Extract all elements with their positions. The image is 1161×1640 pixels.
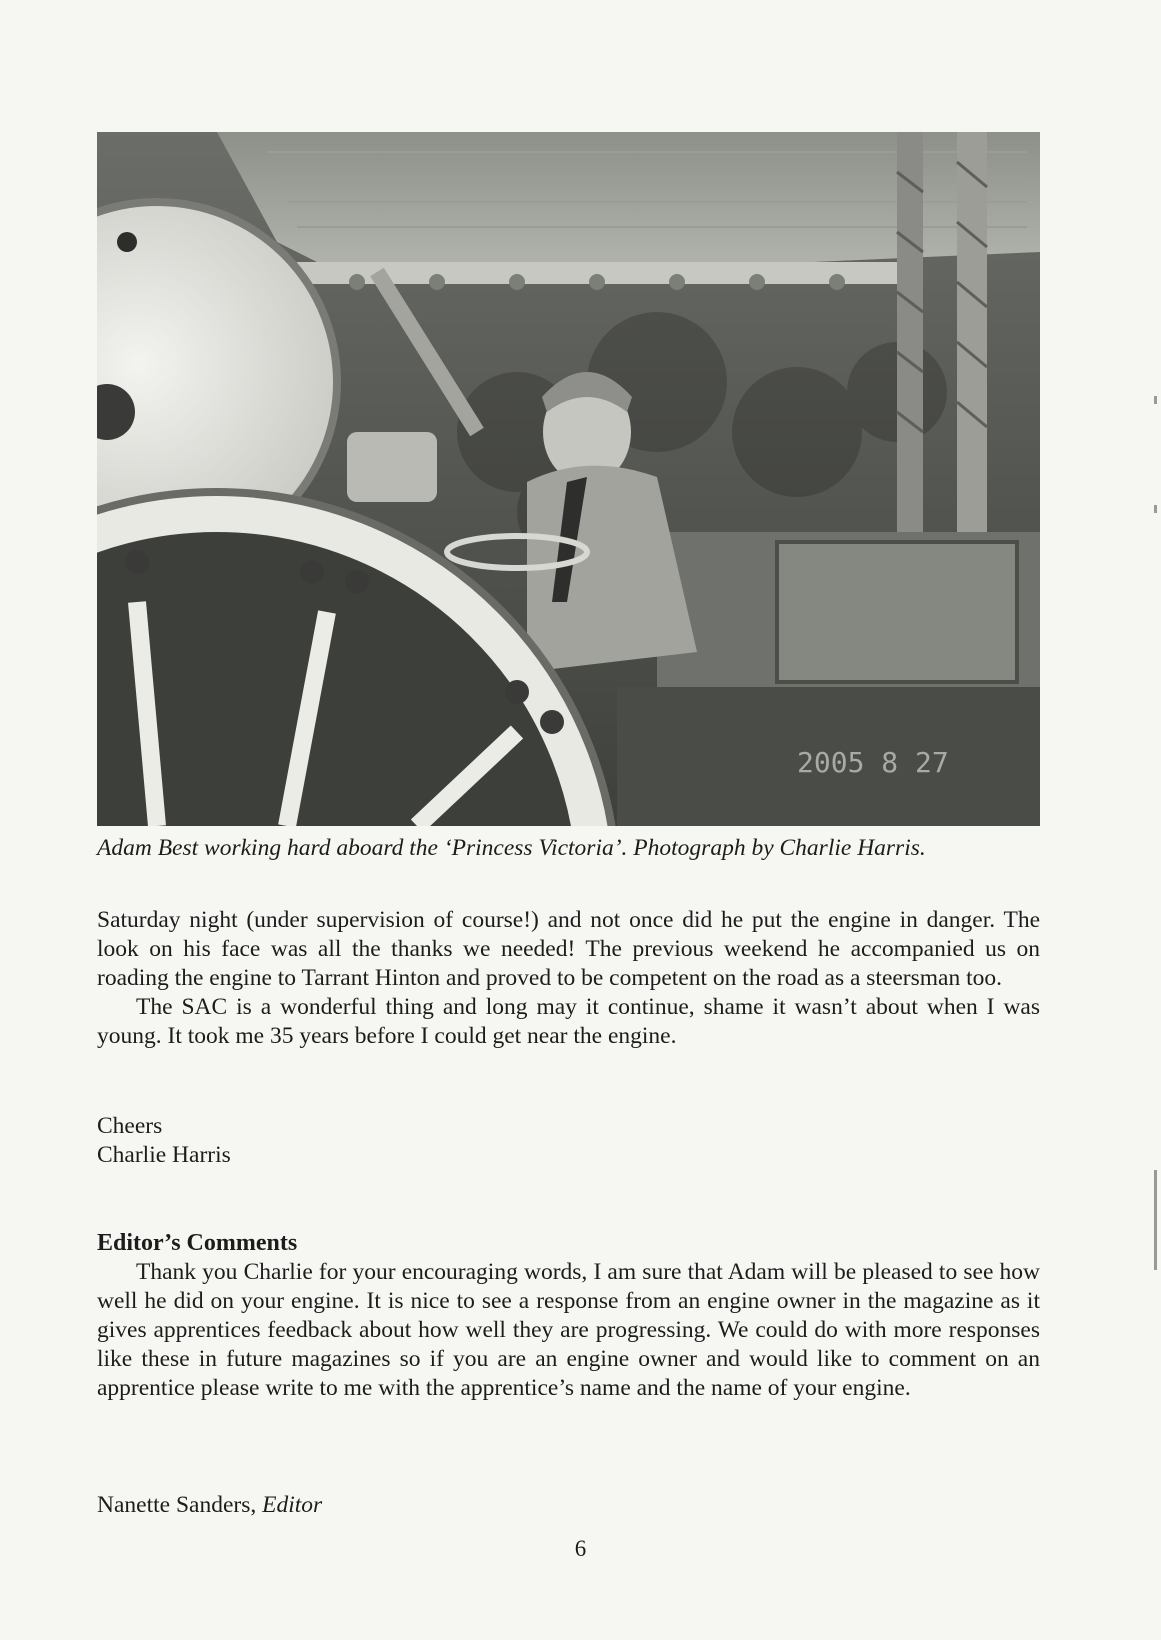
binding-mark [1154,1170,1157,1270]
binding-mark [1154,505,1157,513]
section-heading: Editor’s Comments [97,1230,298,1256]
signoff-greeting: Cheers [97,1113,163,1139]
page-number: 6 [574,1536,587,1561]
photo-caption: Adam Best working hard aboard the ‘Princess Victoria’. Photograph by Charlie Harris. [97,835,926,861]
binding-mark [1154,396,1157,404]
photo-date-stamp: 2005 8 27 [797,746,949,779]
letter-paragraph: Saturday night (under supervision of course!) and not once did he put the engine in danger. The look on his face was all the thanks we needed! The previous weekend he accompanied us on roading the engine to Tarrant Hinton and proved to be competent on the road as a steersman too. [97,907,1040,991]
editor-paragraph: Thank you Charlie for your encouraging words, I am sure that Adam will be pleased to see how well he did on your engine. It is nice to see a response from an engine owner in the magazine as it gives apprentices feedback about how well they are progressing. We could do with more responses like these in future magazines so if you are an engine owner and would like to comment on an apprentice please write to me with the apprentice’s name and the name of your engine. [97,1259,1040,1401]
letter-signoff [97,1112,231,1170]
editor-role: Editor [262,1492,323,1518]
signoff-author: Charlie Harris [97,1142,231,1168]
editor-comments-body [97,1258,1040,1403]
editor-name: Nanette Sanders, [97,1492,263,1518]
engine-photograph [97,132,1040,826]
letter-body [97,906,1040,1051]
letter-paragraph: The SAC is a wonderful thing and long may it continue, shame it wasn’t about when I was young. It took me 35 years before I could get near the engine. [97,994,1040,1049]
editor-signature [97,1491,322,1520]
